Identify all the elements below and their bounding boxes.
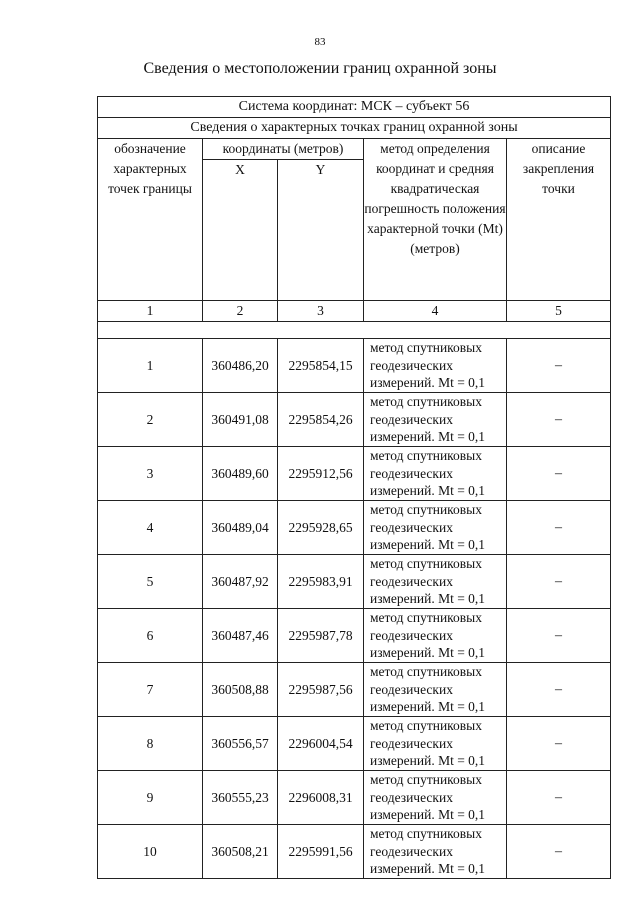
- point-id-cell: 9: [98, 771, 203, 825]
- document-title: Сведения о местоположении границ охранной зоны: [143, 60, 497, 77]
- method-cell: метод спутниковых геодезических измерений. Mt = 0,1: [364, 609, 507, 663]
- header-x: X: [203, 160, 278, 301]
- boundary-points-table: [97, 96, 611, 879]
- table-row: [98, 771, 611, 825]
- table-row: [98, 555, 611, 609]
- coordinate-x-cell: 360487,46: [203, 609, 278, 663]
- coordinate-y-cell: 2295987,78: [278, 609, 364, 663]
- table-row: [98, 717, 611, 771]
- description-cell: –: [507, 609, 611, 663]
- table-row: [98, 339, 611, 393]
- header-designation: обозначение характерных точек границы: [98, 139, 203, 301]
- column-number: 1: [98, 301, 203, 322]
- page-number: 83: [314, 36, 326, 48]
- method-cell: метод спутниковых геодезических измерений. Mt = 0,1: [364, 555, 507, 609]
- table-row: [98, 447, 611, 501]
- coordinate-y-cell: 2295912,56: [278, 447, 364, 501]
- coordinate-x-cell: 360491,08: [203, 393, 278, 447]
- header-method: метод определения координат и средняя квадратическая погрешность положения характерной точки (Mt) (метров): [364, 139, 507, 301]
- method-cell: метод спутниковых геодезических измерений. Mt = 0,1: [364, 447, 507, 501]
- description-cell: –: [507, 717, 611, 771]
- coordinate-y-cell: 2296004,54: [278, 717, 364, 771]
- coordinate-y-cell: 2295854,26: [278, 393, 364, 447]
- point-id-cell: 1: [98, 339, 203, 393]
- method-cell: метод спутниковых геодезических измерений. Mt = 0,1: [364, 393, 507, 447]
- method-cell: метод спутниковых геодезических измерений. Mt = 0,1: [364, 825, 507, 879]
- method-cell: метод спутниковых геодезических измерений. Mt = 0,1: [364, 501, 507, 555]
- coordinate-x-cell: 360489,60: [203, 447, 278, 501]
- description-cell: –: [507, 393, 611, 447]
- point-id-cell: 3: [98, 447, 203, 501]
- point-id-cell: 4: [98, 501, 203, 555]
- table-row: [98, 663, 611, 717]
- coordinate-system-heading: Система координат: МСК – субъект 56: [98, 97, 611, 118]
- coordinate-x-cell: 360555,23: [203, 771, 278, 825]
- table-row: [98, 393, 611, 447]
- coordinate-x-cell: 360487,92: [203, 555, 278, 609]
- point-id-cell: 10: [98, 825, 203, 879]
- description-cell: –: [507, 501, 611, 555]
- column-number-row: [98, 301, 611, 322]
- description-cell: –: [507, 555, 611, 609]
- method-cell: метод спутниковых геодезических измерений. Mt = 0,1: [364, 771, 507, 825]
- header-description: описание закрепления точки: [507, 139, 611, 301]
- point-id-cell: 6: [98, 609, 203, 663]
- description-cell: –: [507, 771, 611, 825]
- table-row: [98, 825, 611, 879]
- point-id-cell: 7: [98, 663, 203, 717]
- header-coordinates: координаты (метров): [203, 139, 364, 160]
- method-cell: метод спутниковых геодезических измерений. Mt = 0,1: [364, 717, 507, 771]
- header-y: Y: [278, 160, 364, 301]
- point-id-cell: 8: [98, 717, 203, 771]
- column-number: 2: [203, 301, 278, 322]
- description-cell: –: [507, 339, 611, 393]
- method-cell: метод спутниковых геодезических измерений. Mt = 0,1: [364, 663, 507, 717]
- coordinate-y-cell: 2295987,56: [278, 663, 364, 717]
- coordinate-y-cell: 2295991,56: [278, 825, 364, 879]
- table-subtitle: Сведения о характерных точках границ охранной зоны: [98, 118, 611, 139]
- coordinate-x-cell: 360508,21: [203, 825, 278, 879]
- column-number: 3: [278, 301, 364, 322]
- coordinate-x-cell: 360486,20: [203, 339, 278, 393]
- method-cell: метод спутниковых геодезических измерений. Mt = 0,1: [364, 339, 507, 393]
- point-id-cell: 2: [98, 393, 203, 447]
- coordinate-x-cell: 360489,04: [203, 501, 278, 555]
- coordinate-y-cell: 2295854,15: [278, 339, 364, 393]
- coordinate-y-cell: 2295928,65: [278, 501, 364, 555]
- table-row: [98, 501, 611, 555]
- coordinate-x-cell: 360508,88: [203, 663, 278, 717]
- spacer-cell: [98, 322, 611, 339]
- description-cell: –: [507, 447, 611, 501]
- description-cell: –: [507, 663, 611, 717]
- point-id-cell: 5: [98, 555, 203, 609]
- coordinate-y-cell: 2295983,91: [278, 555, 364, 609]
- table-row: [98, 609, 611, 663]
- spacer-row: [98, 322, 611, 339]
- coordinate-x-cell: 360556,57: [203, 717, 278, 771]
- description-cell: –: [507, 825, 611, 879]
- column-number: 5: [507, 301, 611, 322]
- column-number: 4: [364, 301, 507, 322]
- coordinate-y-cell: 2296008,31: [278, 771, 364, 825]
